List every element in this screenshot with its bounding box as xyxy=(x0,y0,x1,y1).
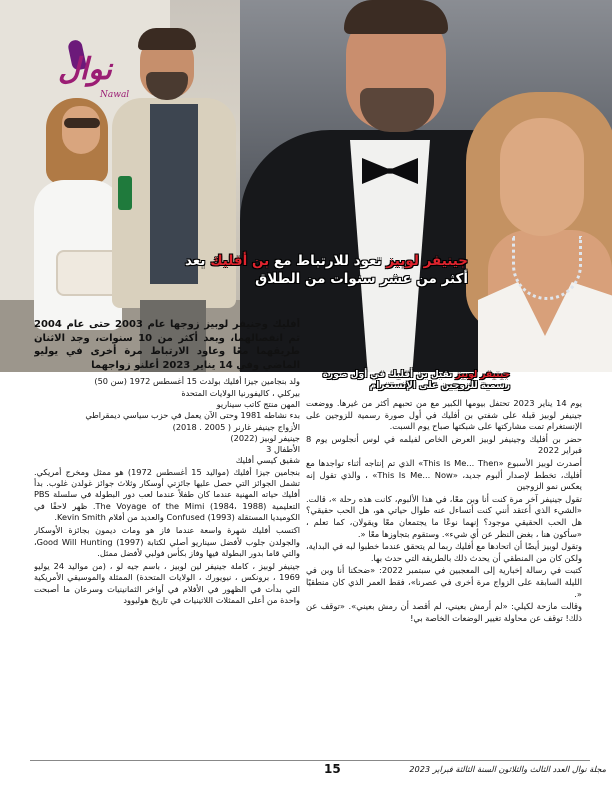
page-number: 15 xyxy=(324,762,341,776)
article-paragraph-4: تقول جينيفر آخر مرة كنت أنا وبن معًا، في هذا الألبوم، كانت هذه رحلة »، قالت. «الشيء الذي أعتقد أنني كنت أتساءل عنه طوال حياتي هو، هل الحب حقيقي؟ هل الحب الحقيقي موجود؟ إنهما نوعًا ما يجتمعان معًا ويقولان، كما تعلم ، «سأكون هنا ، بغض النظر عن أي شيء». وستقوم بتجاوزها معًا «. xyxy=(306,493,582,539)
fact-children: الأطفال 3 xyxy=(266,444,300,455)
fact-occupation: المهن منتج كاتب سيناريو xyxy=(216,398,300,409)
article-paragraph-6: كتبت في رسالة إخبارية إلى المعجبين في سبتمبر 2022: «ضحكنا أنا وبن في الليلة السابقة على الزواج مرة أخرى في عصرنا»، فقط العمر الذي كان منطقيًا «. xyxy=(306,565,582,599)
lead-paragraph: أفليك وجنيفر لوبيز زوجها عام 2003 حتى عام 2004 تم انفصالهما، وبعد أكثر من 10 سنوات، وجد الاثنان طريقهما معًا وعاود الارتباط مرة أخرى في يوليو الماضي وفي 14 يناير 2023 أعلنو زواجهما xyxy=(34,319,300,371)
fact-active-years: بدء نشاطه 1981 وحتى الآن يعمل في حزب سياسي ديمقراطي xyxy=(85,410,300,421)
ben-street-hair xyxy=(138,28,196,50)
photo-caption xyxy=(306,370,510,392)
headline-after: بعد xyxy=(184,253,206,269)
article-headline xyxy=(130,252,468,288)
logo-latin: Nawal xyxy=(100,90,130,100)
right-column xyxy=(306,398,582,754)
article-paragraph-7: وقالت مازحة لكيلي: «لم أرمش بعيني، لم أقصد أن رمش بعيني». «توقف عن ذلك! توقف عن محاولة تغيير الوضعات الخاصة بي! xyxy=(306,601,582,623)
jlo-street-face xyxy=(62,106,100,154)
fact-birth: ولد بنجامين جيزا أفليك بولدت 15 أغسطس 1972 (سن 50) xyxy=(94,376,300,387)
fact-sibling: شقيق كيسي أفليك xyxy=(235,455,300,466)
magazine-issue: مجلة نوال العدد الثالث والثلاثون السنة الثالثة فبراير 2023 xyxy=(409,764,606,774)
fact-spouse-1: الأزواج جينيفر غارنر ( 2005 . 2018) xyxy=(172,421,300,432)
article-paragraph-5: وتقول لوبيز أيضًا أن اتحادها مع أفليك ربما لم يتحقق عندما خطبوا لبه في البداية، ولكن كان من المنطقي أن يحدث ذلك بالطريقة التي حدث بها. xyxy=(306,541,582,563)
magazine-logo xyxy=(40,40,130,106)
headline-text: تعود للارتباط مع xyxy=(273,253,382,269)
bio-paragraph-2: اكتسب أفليك شهرة واسعة عندما فاز هو ومات ديمون بجائزة الأوسكار والجولدن جلوب لأفضل سيناريو أصلي لكتابة Good Will Hunting (1997)، والتي قاما بدور البطولة فيها وفاز بكأس فولبي لأفضل ممثل. xyxy=(34,525,300,558)
article-paragraph-2: حضر بن أفليك وجينيفر لوبيز العرض الخاص لفيلمه في لوس أنجلوس يوم 8 فبراير 2022 xyxy=(306,433,582,456)
fact-list xyxy=(34,376,300,466)
article-paragraph-3: أصدرت لوبيز الأسبوع «This Is Me... Then» الذي تم إنتاجه أثناء تواجدها مع أفليك، تخطط لإصدار ألبوم جديد، «This Is Me... Now» ، والذي تقول إنه يعكس نمو الزوجين xyxy=(306,457,582,492)
sunglasses xyxy=(64,118,100,128)
left-column xyxy=(34,318,300,752)
caption-text: تقبل بن أفليك في أول صورة رسمية للزوجين على الإنستغرام xyxy=(322,370,510,391)
headline-line-2: أكثر من عشر سنوات من الطلاق xyxy=(255,271,468,287)
caption-name: جينيفر لوبيز xyxy=(455,370,510,380)
footer-divider xyxy=(30,760,590,761)
logo-arabic: نوال xyxy=(58,52,112,87)
drink-can xyxy=(118,176,132,210)
jlo-premiere-face xyxy=(500,118,584,236)
headline-line-1 xyxy=(130,252,468,270)
fact-spouse-2: جينيفر لوبيز (2022) xyxy=(230,432,300,443)
bio-paragraph-1: بنجامين جيزا أفليك (مواليد 15 أغسطس 1972) هو ممثل ومخرج أمريكي. تشمل الجوائز التي حصل عليها جائزتي أوسكار وثلاث جوائز غولدن غلوب. بدأ أفليك حياته المهنية عندما كان طفلاً عندما لعب دور البطولة في سلسلة PBS التعليمية The Voyage of the Mimi (1984، 1988). ظهر لاحقًا في الكوميديا المستقلة Confused (1993) والعديد من أفلام Kevin Smith. xyxy=(34,466,300,522)
handbag xyxy=(56,250,120,296)
page-footer xyxy=(30,760,606,782)
bio-paragraph-3: جينيفر لوبيز ، كاملة جينيفر لين لوبيز ، باسم جيه لو ، (من مواليد 24 يوليو 1969 ، برونكس ، نيويورك ، الولايات المتحدة) الممثلة والموسيقي الأمريكية التي بدأت في الظهور في الأفلام في أواخر الثمانينيات وسرعان ما أصبحت واحدة من أعلى الممثلات اللاتينيات في تاريخ هوليوود xyxy=(34,561,300,606)
headline-name: جينيفر لوبيز xyxy=(386,253,468,269)
headline-name-2: بن أفليك xyxy=(210,253,270,269)
ben-premiere-hair xyxy=(344,0,448,34)
fact-birthplace: بيركلي ، كاليفورنيا الولايات المتحدة xyxy=(181,387,300,398)
article-paragraph-1: يوم 14 يناير 2023 تحتفل بيومها الكبير مع من تحبهم أكثر من غيرها. ووضعت جينيفر لوبيز قبلة على شفتي بن أفليك في أول صورة رسمية للزوجين على الإنستغرام تمت مشاركتها على شبكتها صباح يوم السبت. xyxy=(306,398,582,432)
